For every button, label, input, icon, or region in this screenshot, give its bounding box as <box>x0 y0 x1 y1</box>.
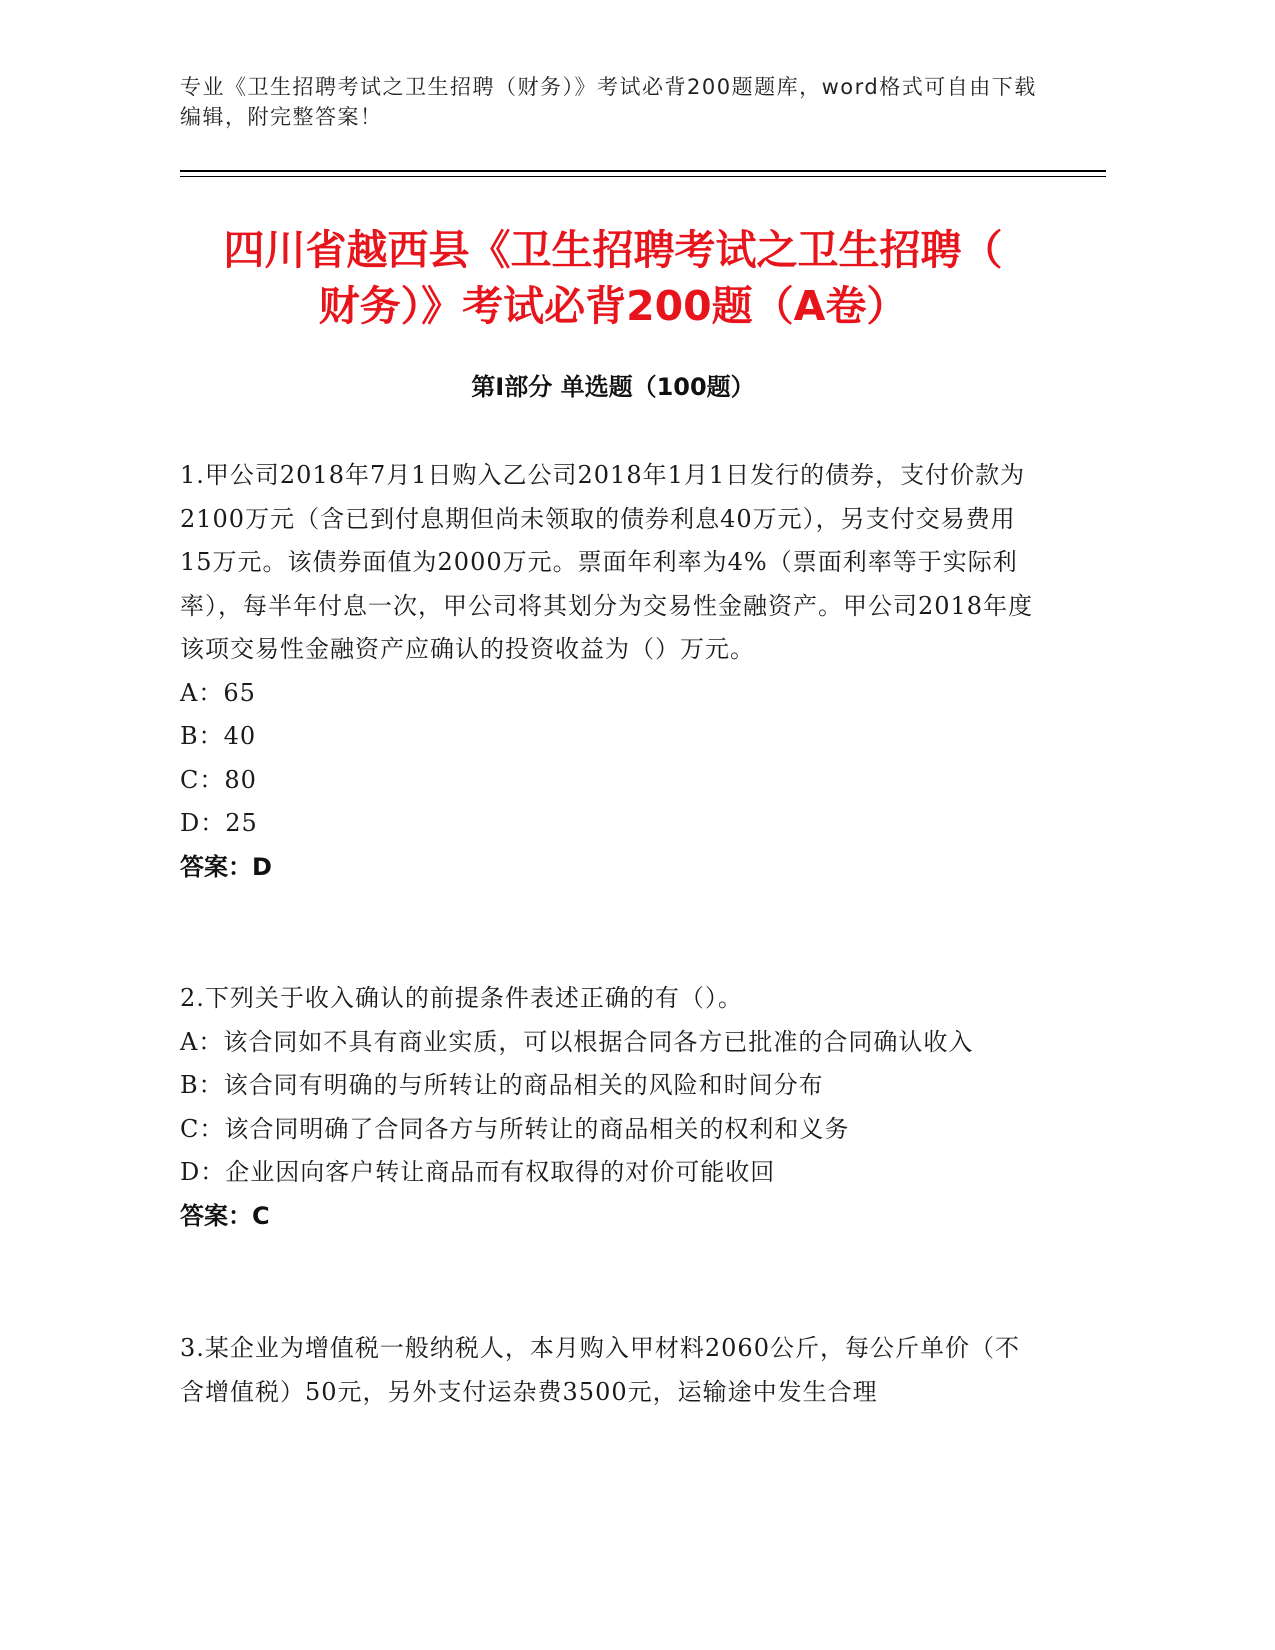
question-2-option-c: C：该合同明确了合同各方与所转让的商品相关的权利和义务 <box>180 1114 850 1143</box>
question-2 <box>180 977 1040 1238</box>
question-2-option-b: B：该合同有明确的与所转让的商品相关的风险和时间分布 <box>180 1071 824 1099</box>
question-1-answer: 答案：D <box>180 852 272 881</box>
question-1-option-d: D：25 <box>180 809 258 837</box>
question-2-option-d: D：企业因向客户转让商品而有权取得的对价可能收回 <box>180 1158 776 1186</box>
question-1 <box>180 454 1040 889</box>
document-title-line-1: 四川省越西县《卫生招聘考试之卫生招聘（ <box>223 226 1003 274</box>
question-1-option-a: A：65 <box>180 678 256 707</box>
question-2-option-a: A：该合同如不具有商业实质，可以根据合同各方已批准的合同确认收入 <box>180 1027 974 1056</box>
document-title <box>150 222 1076 334</box>
question-2-answer: 答案：C <box>180 1201 270 1230</box>
question-2-stem: 2.下列关于收入确认的前提条件表述正确的有（）。 <box>180 984 743 1012</box>
section-heading: 第Ⅰ部分 单选题（100题） <box>471 373 755 401</box>
question-3-stem: 3.某企业为增值税一般纳税人，本月购入甲材料2060公斤，每公斤单价（不含增值税）50元，另外支付运杂费3500元，运输途中发生合理 <box>180 1334 1020 1406</box>
question-1-option-b: B：40 <box>180 722 257 750</box>
header-divider-thick <box>180 170 1106 172</box>
question-1-option-c: C：80 <box>180 765 257 794</box>
document-title-line-2: 财务）》考试必背200题（A卷） <box>318 282 908 330</box>
question-3 <box>180 1327 1040 1414</box>
question-1-stem: 1.甲公司2018年7月1日购入乙公司2018年1月1日发行的债券，支付价款为2100万元（含已到付息期但尚未领取的债券利息40万元），另支付交易费用15万元。该债券面值为2000万元。票面年利率为4%（票面利率等于实际利率），每半年付息一次，甲公司将其划分为交易性金融资产。甲公司2018年度该项交易性金融资产应确认的投资收益为（）万元。 <box>180 461 1034 663</box>
header-note: 专业《卫生招聘考试之卫生招聘（财务）》考试必背200题题库，word格式可自由下载编辑，附完整答案！ <box>180 75 1037 129</box>
header-divider-thin <box>180 176 1106 177</box>
